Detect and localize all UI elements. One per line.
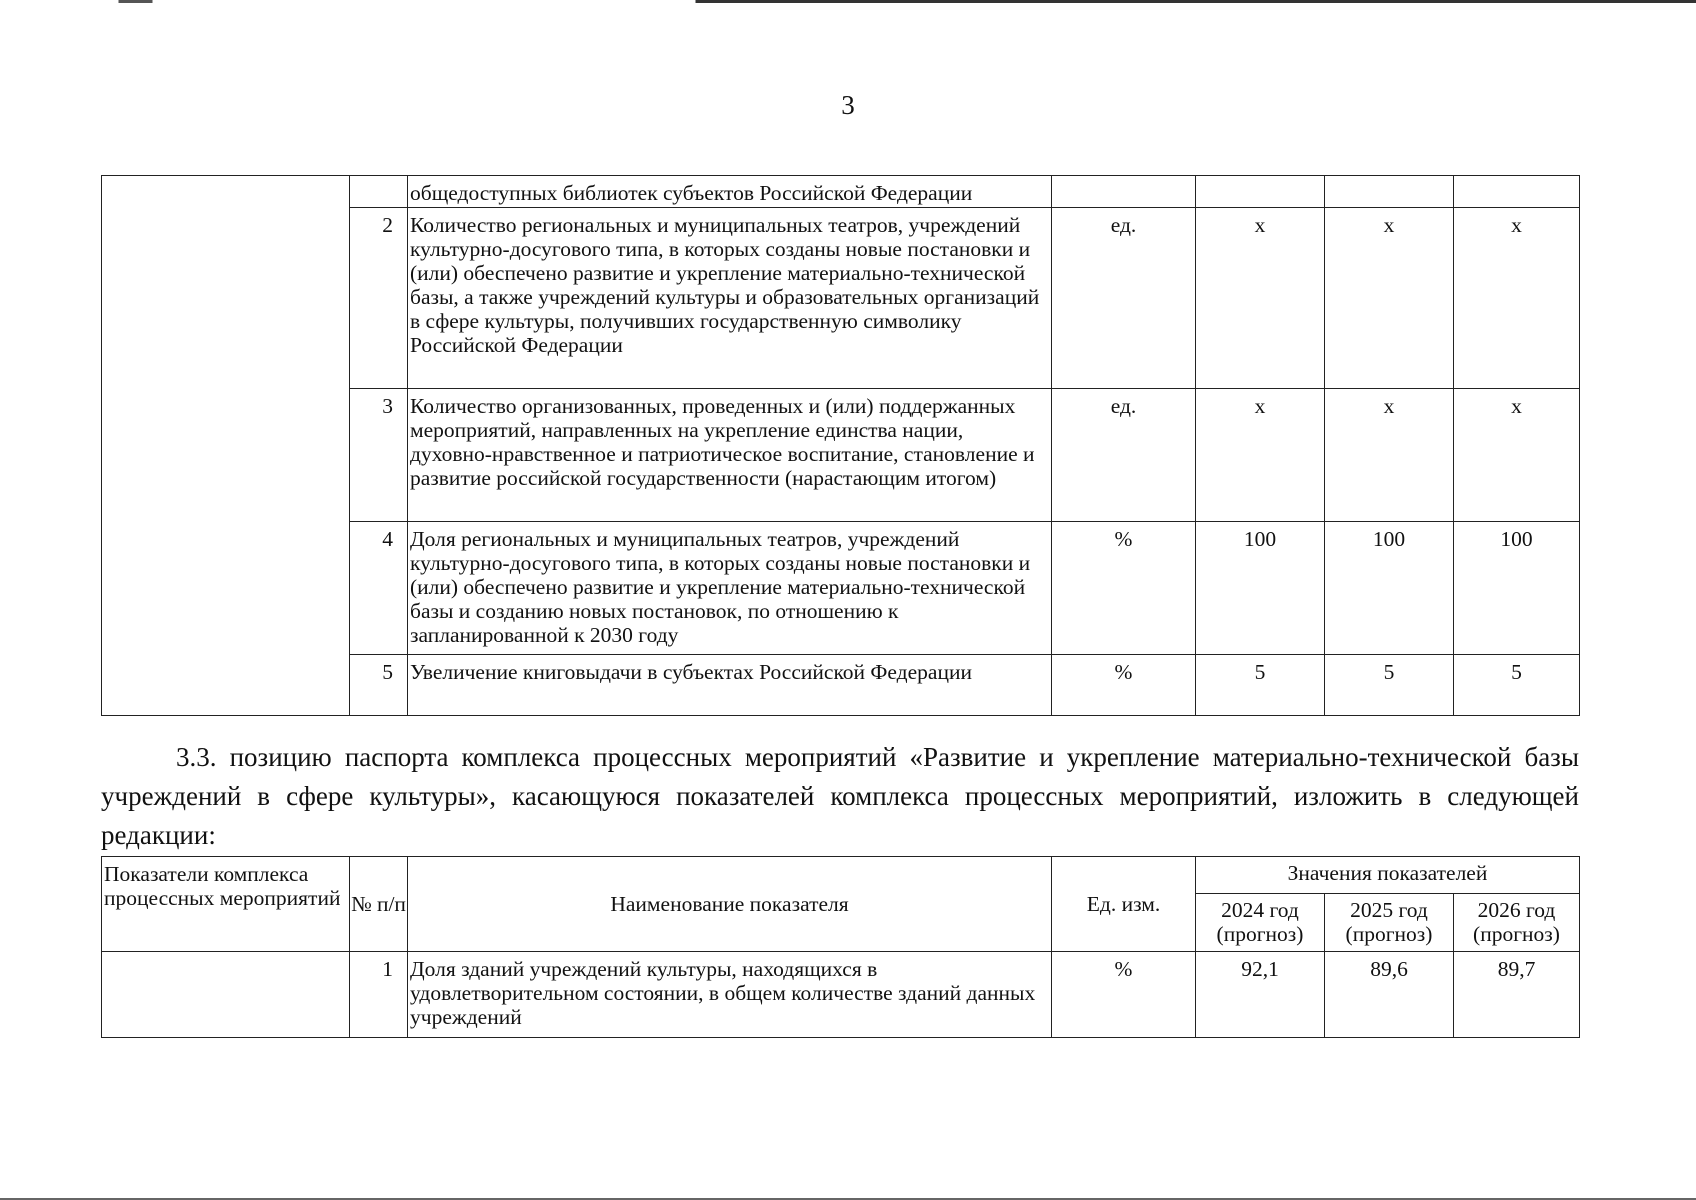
group-cell: [102, 176, 350, 716]
value-2024: х: [1196, 389, 1325, 522]
value-2026: [1454, 176, 1580, 208]
row-number: 3: [350, 389, 408, 522]
indicator-name: общедоступных библиотек субъектов Российской Федерации: [408, 176, 1052, 208]
amendment-paragraph: 3.3. позицию паспорта комплекса процессных мероприятий «Развитие и укрепление материально-технической базы учреждений в сфере культуры», касающуюся показателей комплекса процессных мероприятий, изложить в следующей редакции:: [101, 742, 1579, 850]
header-year-2024: 2024 год (прогноз): [1196, 894, 1325, 952]
unit-cell: ед.: [1052, 208, 1196, 389]
indicator-name: Увеличение книговыдачи в субъектах Российской Федерации: [408, 655, 1052, 716]
row-number: 1: [350, 952, 408, 1038]
value-2026: х: [1454, 208, 1580, 389]
header-group-indicators: Показатели комплекса процессных мероприятий: [102, 857, 350, 952]
value-2025: 5: [1325, 655, 1454, 716]
unit-cell: [1052, 176, 1196, 208]
header-year-2025: 2025 год (прогноз): [1325, 894, 1454, 952]
value-2026: 100: [1454, 522, 1580, 655]
group-cell: [102, 952, 350, 1038]
value-2026: 5: [1454, 655, 1580, 716]
row-number: 5: [350, 655, 408, 716]
value-2026: х: [1454, 389, 1580, 522]
table-row: [102, 952, 1580, 1038]
value-2024: 100: [1196, 522, 1325, 655]
header-number: № п/п: [350, 857, 408, 952]
indicator-name: Доля зданий учреждений культуры, находящихся в удовлетворительном состоянии, в общем количестве зданий данных учреждений: [408, 952, 1052, 1038]
row-number: 4: [350, 522, 408, 655]
unit-cell: ед.: [1052, 389, 1196, 522]
value-2024: 92,1: [1196, 952, 1325, 1038]
indicator-name: Количество региональных и муниципальных театров, учреждений культурно-досугового типа, в которых созданы новые постановки и (или) обеспечено развитие и укрепление материально-технической базы, а также учреждений культуры и образовательных организаций в сфере культуры, получивших государственную символику Российской Федерации: [408, 208, 1052, 389]
header-values: Значения показателей: [1196, 857, 1580, 894]
value-2025: [1325, 176, 1454, 208]
indicators-table-new: [101, 856, 1580, 1038]
scan-edge-top: [0, 0, 1696, 3]
header-row: [102, 857, 1580, 894]
unit-cell: %: [1052, 522, 1196, 655]
value-2024: [1196, 176, 1325, 208]
header-unit: Ед. изм.: [1052, 857, 1196, 952]
table-row: [102, 176, 1580, 208]
indicator-name: Доля региональных и муниципальных театров, учреждений культурно-досугового типа, в которых созданы новые постановки и (или) обеспечено развитие и укрепление материально-технической базы и созданию новых постановок, по отношению к запланированной к 2030 году: [408, 522, 1052, 655]
value-2026: 89,7: [1454, 952, 1580, 1038]
header-indicator-name: Наименование показателя: [408, 857, 1052, 952]
value-2024: х: [1196, 208, 1325, 389]
indicator-name: Количество организованных, проведенных и (или) поддержанных мероприятий, направленных на укрепление единства нации, духовно-нравственное и патриотическое воспитание, становление и развитие российской государственности (нарастающим итогом): [408, 389, 1052, 522]
unit-cell: %: [1052, 952, 1196, 1038]
value-2025: 100: [1325, 522, 1454, 655]
row-number: 2: [350, 208, 408, 389]
indicators-table-continued: [101, 175, 1580, 716]
value-2025: 89,6: [1325, 952, 1454, 1038]
unit-cell: %: [1052, 655, 1196, 716]
row-number: [350, 176, 408, 208]
header-year-2026: 2026 год (прогноз): [1454, 894, 1580, 952]
value-2025: х: [1325, 208, 1454, 389]
value-2025: х: [1325, 389, 1454, 522]
value-2024: 5: [1196, 655, 1325, 716]
page-number: 3: [841, 90, 855, 120]
